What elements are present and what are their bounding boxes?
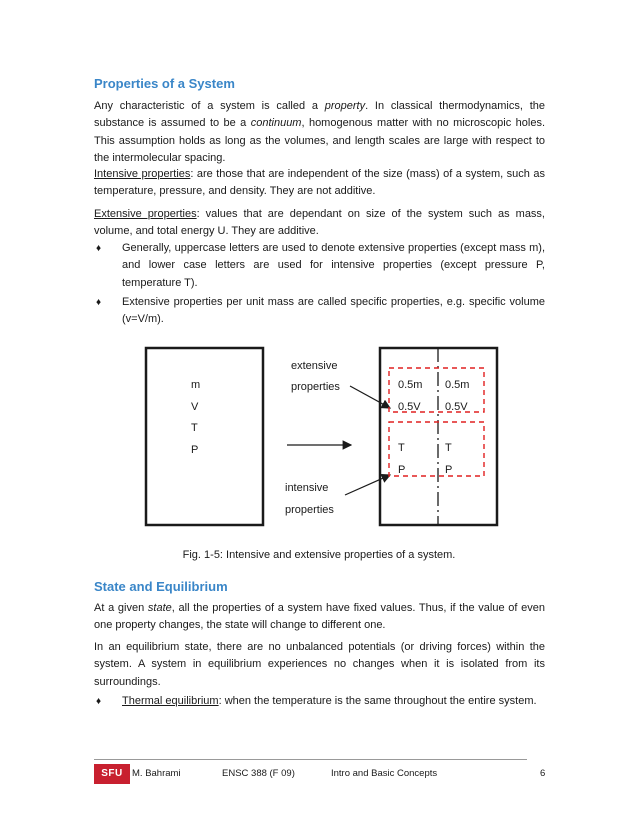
bullet-diamond-icon: ♦ <box>96 696 102 707</box>
right-top-left-V: 0.5V <box>398 401 421 413</box>
paragraph-extensive <box>94 206 545 241</box>
right-bottom-right-T: T <box>445 442 452 454</box>
bullet-diamond-icon: ♦ <box>96 243 102 254</box>
term-intensive-properties: Intensive properties <box>94 168 191 180</box>
left-label-T: T <box>191 422 198 434</box>
left-system-box <box>146 348 263 525</box>
text: Any characteristic of a system is called a <box>94 100 325 112</box>
text: : when the temperature is the same throughout the entire system. <box>218 695 537 707</box>
section-title-state: State and Equilibrium <box>94 579 228 594</box>
bullet-item <box>96 240 545 292</box>
footer-topic: Intro and Basic Concepts <box>331 768 438 779</box>
term-continuum: continuum <box>250 117 302 130</box>
extensive-label-line1: extensive <box>291 360 338 372</box>
properties-figure <box>0 340 638 540</box>
bullet-item <box>96 294 545 329</box>
extensive-pointer-arrow <box>350 386 390 408</box>
bullet-text <box>113 693 545 710</box>
footer-page-number: 6 <box>540 768 546 779</box>
text: , all the properties of a system have fixed values. Thus, if the value of even one property changes, the state will change to different one. <box>94 602 545 632</box>
paragraph-intensive <box>94 166 545 201</box>
term-extensive-properties: Extensive properties <box>94 208 197 220</box>
sfu-logo: SFU <box>94 764 130 784</box>
figure-caption: Fig. 1-5: Intensive and extensive properties of a system. <box>182 549 456 561</box>
bullet-item <box>96 693 545 710</box>
right-top-left-m: 0.5m <box>398 379 423 391</box>
right-bottom-right-P: P <box>445 464 453 476</box>
extensive-label-line2: properties <box>291 381 340 393</box>
bullet-text: Extensive properties per unit mass are called specific properties, e.g. specific volume (v=V/m). <box>122 296 545 326</box>
intensive-pointer-arrow <box>345 475 390 495</box>
bullet-text: Generally, uppercase letters are used to denote extensive properties (except mass m), and lower case letters are used for intensive properties (except pressure P, temperature T). <box>122 242 545 289</box>
left-label-P: P <box>191 444 199 456</box>
text: : values that are dependant on size of the system such as mass, volume, and total energy U. They are additive. <box>94 208 545 238</box>
bullet-diamond-icon: ♦ <box>96 297 102 308</box>
text: : are those that are independent of the size (mass) of a system, such as temperature, pressure, and density. They are not additive. <box>94 168 545 198</box>
footer-divider <box>94 759 527 760</box>
intensive-label-line1: intensive <box>285 482 329 494</box>
text: At a given <box>94 602 148 614</box>
text: , homogenous matter with no microscopic holes. This assumption holds as long as the volumes, and length scales are large with respect to the intermolecular spacing. <box>94 117 545 165</box>
paragraph-state-definition <box>94 600 545 635</box>
text: . In classical thermodynamics, the substance is assumed to be a <box>94 100 545 130</box>
right-top-right-m: 0.5m <box>445 379 470 391</box>
right-bottom-left-T: T <box>398 442 405 454</box>
footer-course: ENSC 388 (F 09) <box>222 768 295 779</box>
left-label-V: V <box>191 401 199 413</box>
right-bottom-left-P: P <box>398 464 406 476</box>
right-top-right-V: 0.5V <box>445 401 468 413</box>
paragraph-property-definition <box>94 98 545 168</box>
term-thermal-equilibrium: Thermal equilibrium <box>122 695 219 707</box>
term-property: property <box>324 100 366 112</box>
footer-author: M. Bahrami <box>132 768 181 779</box>
term-state: state <box>147 602 172 614</box>
section-title-properties: Properties of a System <box>94 76 235 91</box>
intensive-label-line2: properties <box>285 504 334 516</box>
paragraph-equilibrium: In an equilibrium state, there are no unbalanced potentials (or driving forces) within the system. A system in equilibrium experiences no changes when it is isolated from its surroundings. <box>94 641 545 688</box>
left-label-m: m <box>191 379 201 391</box>
